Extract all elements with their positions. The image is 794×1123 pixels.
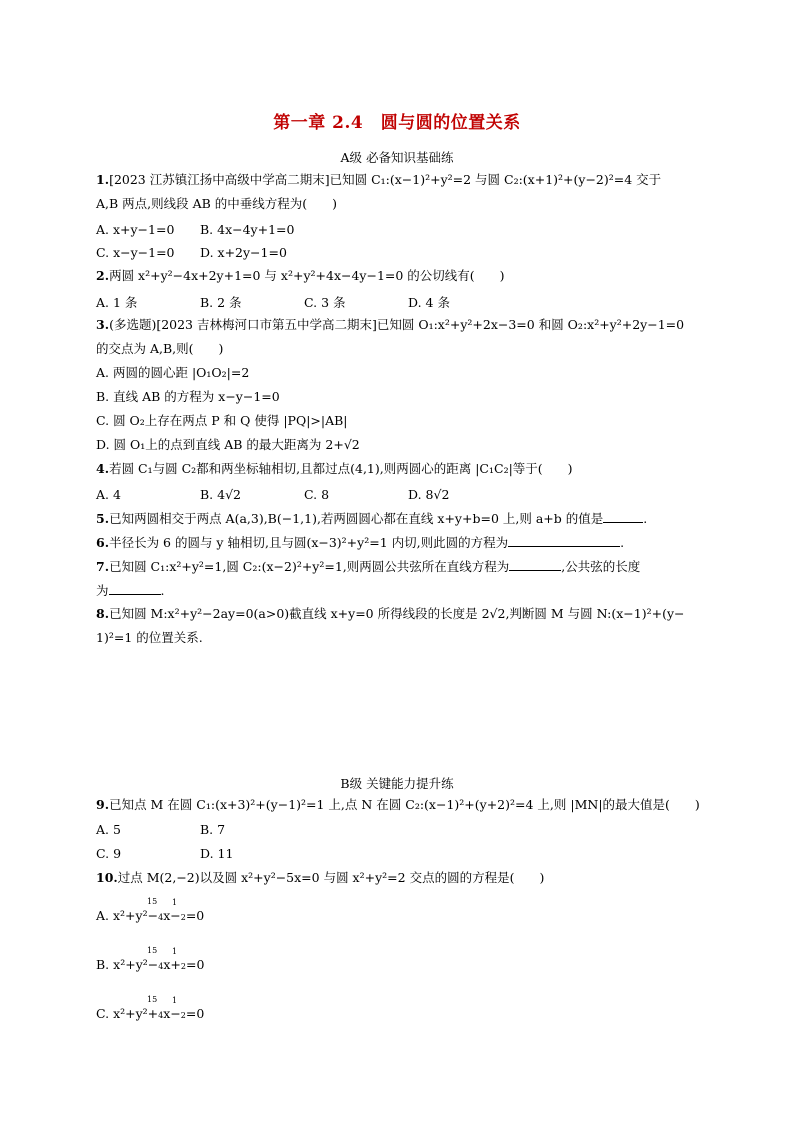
question-8-line-1 xyxy=(96,606,684,622)
answer-blank[interactable] xyxy=(508,534,620,547)
answer-blank[interactable] xyxy=(603,510,643,523)
question-7-text-b: ,公共弦的长度 xyxy=(561,559,641,574)
question-3-line-1 xyxy=(96,317,684,333)
fraction-numerator: 1 xyxy=(172,947,178,956)
question-7-end: . xyxy=(160,583,165,598)
question-1-line-2: A,B 两点,则线段 AB 的中垂线方程为( ) xyxy=(96,196,338,211)
question-9-text: 已知点 M 在圆 C₁:(x+3)²+(y−1)²=1 上,点 N 在圆 C₂:(x−1)²+(y+2)²=4 上,则 |MN|的最大值是( ) xyxy=(109,797,700,812)
option-d[interactable]: D. 4 条 xyxy=(408,295,450,310)
option-d[interactable]: D. 11 xyxy=(200,846,234,861)
fraction-numerator: 1 xyxy=(172,898,178,907)
option-a[interactable] xyxy=(96,908,204,926)
question-1-number: 1. xyxy=(96,172,110,187)
question-6-end: . xyxy=(620,535,625,550)
question-6-text: 半径长为 6 的圆与 y 轴相切,且与圆(x−3)²+y²=1 内切,则此圆的方程为 xyxy=(109,535,509,550)
fraction-numerator: 1 xyxy=(172,996,178,1005)
question-6-number: 6. xyxy=(96,535,110,550)
fraction-numerator: 15 xyxy=(147,995,158,1004)
question-7-line-2 xyxy=(96,582,165,599)
question-1-options-row-1 xyxy=(96,222,294,237)
question-5-number: 5. xyxy=(96,511,110,526)
question-1-line-1 xyxy=(96,172,661,188)
question-6 xyxy=(96,534,624,551)
question-3-text: (多选题)[2023 吉林梅河口市第五中学高二期末]已知圆 O₁:x²+y²+2x−3=0 和圆 O₂:x²+y²+2y−1=0 xyxy=(109,317,685,332)
question-10 xyxy=(96,870,544,886)
option-c[interactable]: C. 圆 O₂上存在两点 P 和 Q 使得 |PQ|>|AB| xyxy=(96,413,348,428)
question-9-options-row-1 xyxy=(96,822,225,837)
fraction-numerator: 15 xyxy=(147,897,158,906)
option-expression: x²+y²− xyxy=(113,957,159,972)
question-9-number: 9. xyxy=(96,797,110,812)
fraction-denominator: 4 xyxy=(158,962,164,971)
question-9 xyxy=(96,797,700,813)
section-a-heading: A级 必备知识基础练 xyxy=(340,150,454,165)
option-expression: =0 xyxy=(185,1006,205,1021)
question-8-text: 已知圆 M:x²+y²−2ay=0(a>0)截直线 x+y=0 所得线段的长度是 2√2,判断圆 M 与圆 N:(x−1)²+(y− xyxy=(109,606,685,621)
option-expression: x+ xyxy=(163,957,181,972)
question-2-number: 2. xyxy=(96,268,110,283)
fraction-denominator: 2 xyxy=(180,962,186,971)
option-d[interactable]: D. 圆 O₁上的点到直线 AB 的最大距离为 2+√2 xyxy=(96,437,360,452)
question-5 xyxy=(96,510,647,527)
option-b[interactable]: B. 4√2 xyxy=(200,487,242,502)
option-expression: =0 xyxy=(185,908,205,923)
fraction-denominator: 2 xyxy=(180,913,186,922)
question-7-number: 7. xyxy=(96,559,110,574)
option-a[interactable]: A. 1 条 xyxy=(96,295,138,310)
question-8-line-2: 1)²=1 的位置关系. xyxy=(96,630,203,645)
option-c[interactable]: C. x−y−1=0 xyxy=(96,245,175,260)
page-title: 第一章 2.4 圆与圆的位置关系 xyxy=(273,113,521,133)
option-a[interactable]: A. x+y−1=0 xyxy=(96,222,175,237)
option-d[interactable]: D. 8√2 xyxy=(408,487,450,502)
answer-blank[interactable] xyxy=(509,558,561,571)
question-5-text: 已知两圆相交于两点 A(a,3),B(−1,1),若两圆圆心都在直线 x+y+b=0 上,则 a+b 的值是 xyxy=(109,511,604,526)
question-2-options xyxy=(96,293,450,311)
question-8-number: 8. xyxy=(96,606,110,621)
question-3-line-2: 的交点为 A,B,则( ) xyxy=(96,341,224,356)
question-4 xyxy=(96,461,573,477)
question-10-text: 过点 M(2,−2)以及圆 x²+y²−5x=0 与圆 x²+y²=2 交点的圆的方程是( ) xyxy=(117,870,545,885)
option-label: B. xyxy=(96,957,110,972)
option-c[interactable]: C. 3 条 xyxy=(304,295,346,310)
option-b[interactable]: B. 4x−4y+1=0 xyxy=(200,222,295,237)
option-expression: x− xyxy=(163,908,181,923)
fraction-numerator: 15 xyxy=(147,946,158,955)
option-c[interactable]: C. 8 xyxy=(304,487,330,502)
question-3-number: 3. xyxy=(96,317,110,332)
option-b[interactable]: B. 2 条 xyxy=(200,295,242,310)
option-c[interactable] xyxy=(96,1006,204,1024)
option-b[interactable] xyxy=(96,957,204,975)
question-7-text-c: 为 xyxy=(96,583,109,598)
option-label: A. xyxy=(96,908,110,923)
question-2-text: 两圆 x²+y²−4x+2y+1=0 与 x²+y²+4x−4y−1=0 的公切线有( ) xyxy=(109,268,505,283)
question-4-options xyxy=(96,487,449,502)
answer-blank[interactable] xyxy=(109,582,161,595)
question-4-text: 若圆 C₁与圆 C₂都和两坐标轴相切,且都过点(4,1),则两圆心的距离 |C₁C₂|等于( ) xyxy=(109,461,573,476)
option-label: C. xyxy=(96,1006,110,1021)
fraction-denominator: 4 xyxy=(158,1011,164,1020)
question-1-options-row-2 xyxy=(96,245,287,260)
question-1-text: [2023 江苏镇江扬中高级中学高二期末]已知圆 C₁:(x−1)²+y²=2 与圆 C₂:(x+1)²+(y−2)²=4 交于 xyxy=(109,172,662,187)
question-7-line-1 xyxy=(96,558,640,575)
question-9-options-row-2 xyxy=(96,846,233,861)
option-b[interactable]: B. 直线 AB 的方程为 x−y−1=0 xyxy=(96,389,280,404)
option-c[interactable]: C. 9 xyxy=(96,846,122,861)
option-b[interactable]: B. 7 xyxy=(200,822,226,837)
fraction-denominator: 2 xyxy=(180,1011,186,1020)
question-4-number: 4. xyxy=(96,461,110,476)
option-d[interactable]: D. x+2y−1=0 xyxy=(200,245,287,260)
option-a[interactable]: A. 5 xyxy=(96,822,121,837)
question-5-end: . xyxy=(643,511,648,526)
fraction-denominator: 4 xyxy=(158,913,164,922)
question-2 xyxy=(96,268,505,284)
option-a[interactable]: A. 4 xyxy=(96,487,121,502)
option-expression: x²+y²− xyxy=(113,908,159,923)
section-b-heading: B级 关键能力提升练 xyxy=(340,776,454,791)
question-10-number: 10. xyxy=(96,870,118,885)
option-expression: x²+y²+ xyxy=(113,1006,159,1021)
question-7-text: 已知圆 C₁:x²+y²=1,圆 C₂:(x−2)²+y²=1,则两圆公共弦所在直线方程为 xyxy=(109,559,510,574)
option-expression: x− xyxy=(163,1006,181,1021)
option-a[interactable]: A. 两圆的圆心距 |O₁O₂|=2 xyxy=(96,365,250,380)
option-expression: =0 xyxy=(185,957,205,972)
